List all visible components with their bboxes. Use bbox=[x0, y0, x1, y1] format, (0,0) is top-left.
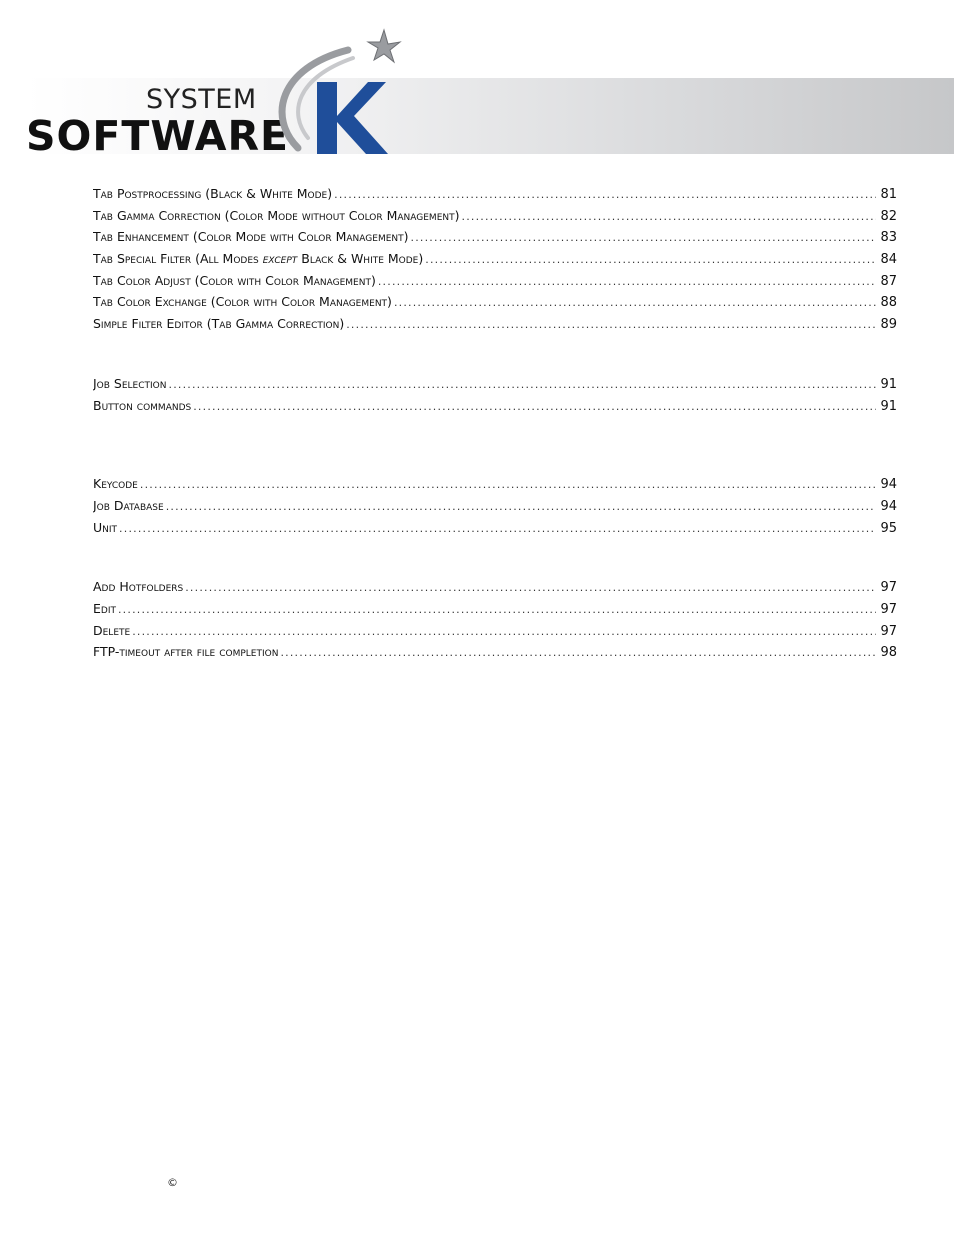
toc-entry[interactable]: Tab Color Adjust (Color with Color Management) ..... 87 bbox=[93, 270, 897, 292]
toc-entry[interactable]: Tab Enhancement (Color Mode with Color Management) ..... 83 bbox=[93, 226, 897, 248]
copyright-symbol: © bbox=[167, 1176, 178, 1189]
toc-entry[interactable]: Job Selection ..... 91 bbox=[93, 373, 897, 395]
toc-entry[interactable]: Tab Postprocessing (Black & White Mode) ..... 81 bbox=[93, 183, 897, 205]
toc-entry[interactable]: Job Database ..... 94 bbox=[93, 495, 897, 517]
toc-entry[interactable]: Add Hotfolders ..... 97 bbox=[93, 576, 897, 598]
toc-entry[interactable]: FTP-timeout after file completion ..... 98 bbox=[93, 641, 897, 663]
page-header bbox=[0, 0, 954, 165]
table-of-contents bbox=[93, 183, 897, 663]
toc-entry[interactable]: Edit ..... 97 bbox=[93, 598, 897, 620]
toc-entry[interactable]: Button commands ..... 91 bbox=[93, 395, 897, 417]
toc-entry[interactable]: Tab Gamma Correction (Color Mode without Color Management) ..... 82 bbox=[93, 205, 897, 227]
logo-software-text: SOFTWARE bbox=[26, 112, 290, 160]
toc-entry[interactable]: Unit ..... 95 bbox=[93, 517, 897, 539]
toc-entry[interactable]: Delete ..... 97 bbox=[93, 620, 897, 642]
logo-k-star-icon bbox=[268, 28, 408, 158]
logo-system-text: SYSTEM bbox=[146, 84, 257, 115]
toc-entry[interactable]: Tab Special Filter (All Modes except Black & White Mode) ..... 84 bbox=[93, 248, 897, 270]
toc-entry[interactable]: Simple Filter Editor (Tab Gamma Correction) ..... 89 bbox=[93, 313, 897, 335]
toc-entry[interactable]: Keycode ..... 94 bbox=[93, 473, 897, 495]
toc-entry[interactable]: Tab Color Exchange (Color with Color Management) ..... 88 bbox=[93, 291, 897, 313]
